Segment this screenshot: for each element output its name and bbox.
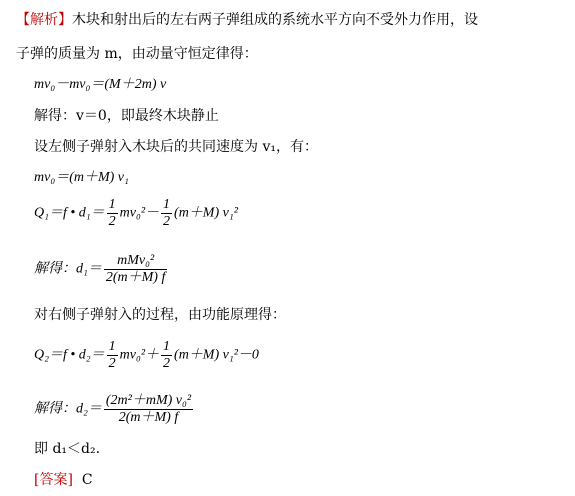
- answer-value: C: [81, 472, 93, 488]
- momentum-equation: mv₀－mv₀＝(M＋2m) v: [34, 77, 167, 92]
- left-bullet-setup: 设左侧子弹射入木块后的共同速度为 v₁，有：: [34, 139, 318, 155]
- fraction-numerator: (2m²＋mM) v₀²: [105, 393, 192, 408]
- fraction-denominator: 2: [163, 356, 171, 371]
- fraction-numerator: mMv₀²: [104, 253, 168, 270]
- fraction-denominator: 2(m＋M) f: [105, 270, 166, 285]
- left-bullet-momentum: mv₀＝(m＋M) v₁: [34, 170, 129, 185]
- heat-eq2-term-1: mv₀²＋: [119, 347, 160, 363]
- solve-d2-lhs: 解得：d₂＝: [34, 401, 102, 417]
- solve-d2: [34, 393, 195, 426]
- heat-eq2-fraction-b: [161, 339, 172, 372]
- heat-eq1-lhs: Q₁＝f • d₁＝: [34, 205, 105, 221]
- fraction-denominator: 2: [108, 214, 116, 229]
- fraction-numerator: 1: [163, 197, 171, 212]
- solve-d1-lhs: 解得：d₁＝: [34, 261, 102, 277]
- solve-d1: [34, 253, 169, 286]
- heat-eq2-term-2: (m＋M) v₁²－0: [174, 347, 259, 363]
- heat-eq2-lhs: Q₂＝f • d₂＝: [34, 347, 105, 363]
- solve-v: 解得：v＝0，即最终木块静止: [34, 108, 219, 124]
- analysis-tag: 【解析】: [16, 12, 72, 28]
- d2-fraction: [104, 393, 193, 426]
- answer-line: [34, 471, 93, 489]
- analysis-line-1: [16, 11, 478, 29]
- conclusion: 即 d₁＜d₂.: [34, 441, 101, 457]
- analysis-line-2: 子弹的质量为 m，由动量守恒定律得：: [16, 46, 258, 62]
- heat-eq2-fraction-a: [107, 339, 118, 372]
- heat-equation-1: [34, 197, 238, 230]
- fraction-denominator: 2: [163, 214, 171, 229]
- right-bullet-setup: 对右侧子弹射入的过程，由功能原理得：: [34, 307, 286, 323]
- heat-eq1-fraction-b: [161, 197, 172, 230]
- fraction-numerator: 1: [108, 197, 116, 212]
- fraction-numerator: 1: [108, 339, 116, 354]
- d1-fraction: [104, 253, 168, 286]
- fraction-denominator: 2: [108, 356, 116, 371]
- fraction-denominator: 2(m＋M) f: [118, 410, 179, 425]
- heat-eq1-term-1: mv₀²－: [119, 205, 160, 221]
- heat-equation-2: [34, 339, 259, 372]
- answer-tag: [答案]: [34, 472, 73, 488]
- analysis-text-1: 木块和射出后的左右两子弹组成的系统水平方向不受外力作用，设: [72, 12, 478, 28]
- heat-eq1-term-2: (m＋M) v₁²: [174, 205, 238, 221]
- heat-eq1-fraction-a: [107, 197, 118, 230]
- fraction-numerator: 1: [163, 339, 171, 354]
